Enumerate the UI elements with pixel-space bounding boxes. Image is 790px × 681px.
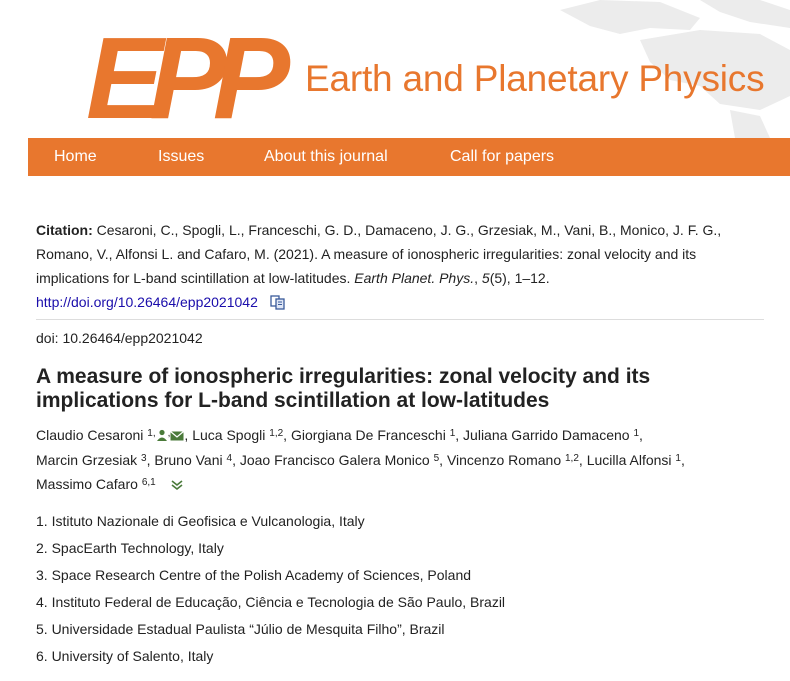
chevron-down-icon[interactable]	[170, 474, 184, 498]
person-icon[interactable]	[156, 424, 168, 448]
author-affil-sup: 1,	[147, 428, 156, 439]
author-name[interactable]: Luca Spogli	[192, 427, 266, 443]
affiliation-item: 1. Istituto Nazionale di Geofisica e Vulcanologia, Italy	[36, 513, 365, 529]
author-name[interactable]: Joao Francisco Galera Monico	[239, 452, 430, 468]
affiliation-item: 5. Universidade Estadual Paulista “Júlio de Mesquita Filho”, Brazil	[36, 621, 445, 637]
author-name[interactable]: Claudio Cesaroni	[36, 427, 144, 443]
doi-text: doi: 10.26464/epp2021042	[36, 330, 203, 346]
article-title: A measure of ionospheric irregularities: zonal velocity and its implications for L-band scintillation at low-latitudes	[36, 365, 651, 412]
author-affil-sup: 1	[675, 453, 681, 464]
citation-journal: Earth Planet. Phys.	[354, 270, 475, 286]
nav-home[interactable]: Home	[54, 148, 97, 165]
author-affil-sup: 1	[449, 428, 456, 439]
affiliation-item: 4. Instituto Federal de Educação, Ciência e Tecnologia de São Paulo, Brazil	[36, 594, 506, 610]
svg-text:EPP: EPP	[86, 18, 277, 126]
author-list: Claudio Cesaroni $^{1,}$ , , Luca Spogli $^{1,2}$, Giorgiana De Franceschi $^1$, Juliana Garrido Damaceno $^1$, Marcin Grzesiak $^3$, Bruno Vani $^4$, Joao Francisco Galera Monico $^5$, Vincenzo Romano $^{1,2}$, Lucilla Alfonsi $^1$, Massimo Cafaro $^{6,1}$	[36, 423, 776, 498]
citation-issue-pages: (5), 1–12.	[489, 270, 550, 286]
author-name[interactable]: Massimo Cafaro	[36, 476, 138, 492]
author-name[interactable]: Giorgiana De Franceschi	[290, 427, 446, 443]
affiliation-item: 6. University of Salento, Italy	[36, 648, 214, 664]
site-header	[0, 0, 790, 138]
affiliation-item: 2. SpacEarth Technology, Italy	[36, 540, 224, 556]
affiliation-list	[36, 509, 505, 671]
author-affil-sup: 4	[226, 453, 233, 464]
author-affil-sup: 1,2	[565, 453, 579, 464]
author-name[interactable]: Vincenzo Romano	[446, 452, 562, 468]
copy-icon[interactable]	[270, 293, 286, 317]
nav-issues[interactable]: Issues	[158, 148, 205, 165]
journal-name[interactable]: Earth and Planetary Physics	[305, 58, 765, 99]
author-affil-sup: 6,1	[141, 477, 156, 488]
author-name[interactable]: Marcin Grzesiak	[36, 452, 138, 468]
author-name[interactable]: Lucilla Alfonsi	[586, 452, 672, 468]
nav-call-for-papers[interactable]: Call for papers	[450, 148, 555, 165]
author-affil-sup: 3	[141, 453, 147, 464]
affiliation-item: 3. Space Research Centre of the Polish Academy of Sciences, Poland	[36, 567, 472, 583]
citation-label: Citation:	[36, 222, 93, 238]
citation-volume: 5	[481, 270, 490, 286]
author-name[interactable]: Juliana Garrido Damaceno	[463, 427, 630, 443]
email-icon[interactable]	[170, 424, 184, 448]
author-affil-sup: 1,2	[269, 428, 284, 439]
author-affil-sup: 1	[633, 428, 640, 439]
author-name[interactable]: Bruno Vani	[154, 452, 223, 468]
nav-about[interactable]: About this journal	[264, 148, 388, 165]
main-nav	[28, 138, 790, 176]
citation-block: Citation: Cesaroni, C., Spogli, L., Franceschi, G. D., Damaceno, J. G., Grzesiak, M., Vani, B., Monico, J. F. G., Romano, V., Alfonsi L. and Cafaro, M. (2021). A measure of ionospheric irregularities: zonal velocity and its implications for L-band scintillation at low-latitudes. Earth Planet. Phys., 5(5), 1–12. http://doi.org/10.26464/epp2021042	[36, 218, 766, 317]
citation-text: Cesaroni, C., Spogli, L., Franceschi, G. D., Damaceno, J. G., Grzesiak, M., Vani, B., Monico, J. F. G., Romano, V., Alfonsi L. and Cafaro, M. (2021). A measure of ionospheric irregularities: zonal velocity and its implications for L-band scintillation at low-latitudes.	[36, 222, 722, 286]
epp-logo	[86, 18, 296, 126]
divider	[36, 319, 764, 320]
citation-doi-link[interactable]: http://doi.org/10.26464/epp2021042	[36, 294, 258, 310]
author-affil-sup: 5	[433, 453, 440, 464]
